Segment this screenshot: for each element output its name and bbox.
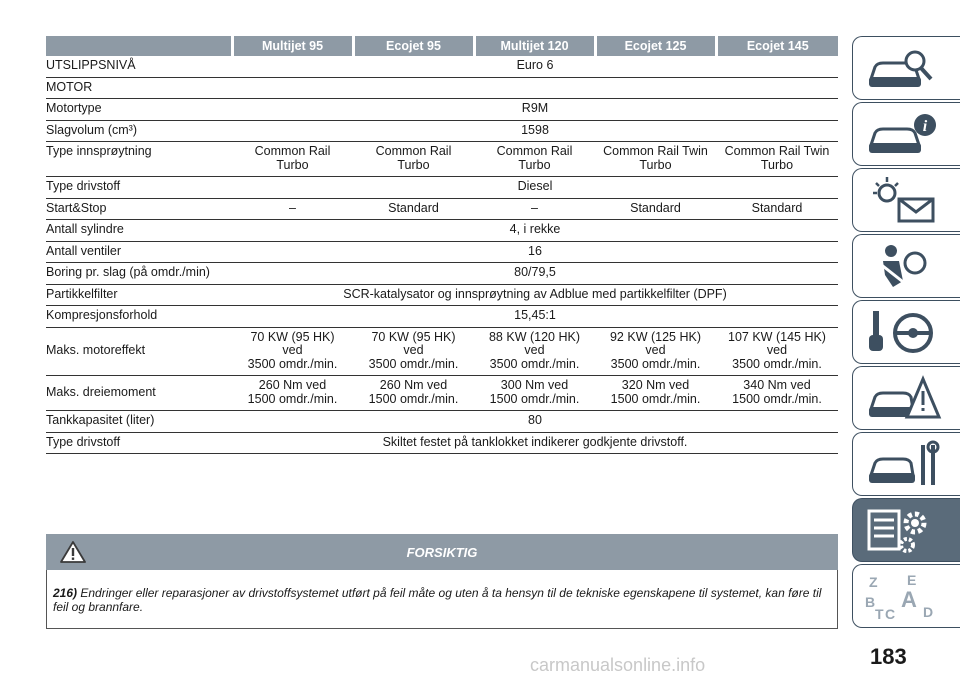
row-label: Maks. dreiemoment xyxy=(46,376,232,411)
table-row xyxy=(46,142,838,177)
row-label: Kompresjonsforhold xyxy=(46,306,232,328)
row-label: Maks. motoreffekt xyxy=(46,327,232,376)
row-label: Tankkapasitet (liter) xyxy=(46,411,232,433)
row-label: Type innsprøytning xyxy=(46,142,232,177)
row-value: 320 Nm ved 1500 omdr./min. xyxy=(595,376,716,411)
tab-lights-messages[interactable] xyxy=(852,168,960,232)
index-letter: T xyxy=(875,606,884,622)
row-value: Skiltet festet på tanklokket indikerer godkjente drivstoff. xyxy=(232,432,838,454)
row-label: Start&Stop xyxy=(46,198,232,220)
header-blank xyxy=(46,36,232,56)
col-header: Multijet 95 xyxy=(232,36,353,56)
car-tools-icon xyxy=(863,439,943,491)
row-label: Partikkelfilter xyxy=(46,284,232,306)
row-value: – xyxy=(232,198,353,220)
table-row xyxy=(46,327,838,376)
row-value: 70 KW (95 HK) ved 3500 omdr./min. xyxy=(232,327,353,376)
row-value: Common Rail Turbo xyxy=(474,142,595,177)
steering-key-icon xyxy=(863,307,943,359)
row-value: Standard xyxy=(353,198,474,220)
warning-header xyxy=(46,534,838,570)
row-value: R9M xyxy=(232,99,838,121)
row-value: 340 Nm ved 1500 omdr./min. xyxy=(716,376,838,411)
car-warning-icon xyxy=(863,373,943,425)
row-value: 1598 xyxy=(232,120,838,142)
row-value: 70 KW (95 HK) ved 3500 omdr./min. xyxy=(353,327,474,376)
table-row xyxy=(46,376,838,411)
row-value: SCR-katalysator og innsprøytning av Adblue med partikkelfilter (DPF) xyxy=(232,284,838,306)
warning-text xyxy=(53,586,829,614)
table-row xyxy=(46,220,838,242)
tab-starting-driving[interactable] xyxy=(852,300,960,364)
row-label: UTSLIPPSNIVÅ xyxy=(46,56,232,77)
header-row xyxy=(46,36,838,56)
specs-gear-icon xyxy=(863,505,943,557)
row-value: Euro 6 xyxy=(232,56,838,77)
index-letters-icon xyxy=(863,571,943,623)
spec-table xyxy=(46,36,838,454)
table-row xyxy=(46,56,838,77)
row-label: MOTOR xyxy=(46,77,232,99)
row-label: Type drivstoff xyxy=(46,432,232,454)
warning-ref: 216) xyxy=(53,586,78,600)
airbag-icon xyxy=(863,241,943,293)
table-row xyxy=(46,306,838,328)
row-value: 4, i rekke xyxy=(232,220,838,242)
table-row xyxy=(46,177,838,199)
col-header: Ecojet 145 xyxy=(716,36,838,56)
row-value: 80 xyxy=(232,411,838,433)
tab-car-search[interactable] xyxy=(852,36,960,100)
tab-safety[interactable] xyxy=(852,234,960,298)
row-value: Standard xyxy=(595,198,716,220)
row-value: Common Rail Turbo xyxy=(232,142,353,177)
tab-emergency[interactable] xyxy=(852,366,960,430)
svg-text:i: i xyxy=(922,118,928,135)
row-label: Type drivstoff xyxy=(46,177,232,199)
warning-box xyxy=(46,570,838,629)
spec-table-container xyxy=(46,36,838,454)
table-row xyxy=(46,99,838,121)
tab-technical-data[interactable] xyxy=(852,498,960,562)
warning-title: FORSIKTIG xyxy=(406,545,478,560)
row-value: 16 xyxy=(232,241,838,263)
row-label: Antall sylindre xyxy=(46,220,232,242)
row-value: – xyxy=(474,198,595,220)
row-value: Standard xyxy=(716,198,838,220)
watermark: carmanualsonline.info xyxy=(530,655,706,675)
row-value: 107 KW (145 HK) ved 3500 omdr./min. xyxy=(716,327,838,376)
row-label: Slagvolum (cm³) xyxy=(46,120,232,142)
index-letter: Z xyxy=(869,574,878,590)
row-value: 92 KW (125 HK) ved 3500 omdr./min. xyxy=(595,327,716,376)
col-header: Ecojet 95 xyxy=(353,36,474,56)
row-value: 260 Nm ved 1500 omdr./min. xyxy=(353,376,474,411)
table-row xyxy=(46,411,838,433)
table-row xyxy=(46,120,838,142)
col-header: Multijet 120 xyxy=(474,36,595,56)
row-label: Antall ventiler xyxy=(46,241,232,263)
warning-body: Endringer eller reparasjoner av drivstoffsystemet utført på feil måte og uten å ta hensyn til de tekniske egenskapene til systemet, kan føre til feil og brannfare. xyxy=(53,586,822,614)
col-header: Ecojet 125 xyxy=(595,36,716,56)
row-label: Motortype xyxy=(46,99,232,121)
row-value: 260 Nm ved 1500 omdr./min. xyxy=(232,376,353,411)
table-row xyxy=(46,263,838,285)
index-letter: B xyxy=(865,594,876,610)
row-value xyxy=(232,77,838,99)
table-row xyxy=(46,241,838,263)
tab-index[interactable] xyxy=(852,564,960,628)
row-value: Diesel xyxy=(232,177,838,199)
car-search-icon xyxy=(863,43,943,95)
row-value: Common Rail Twin Turbo xyxy=(595,142,716,177)
table-row xyxy=(46,284,838,306)
car-info-icon xyxy=(863,109,943,161)
table-row xyxy=(46,432,838,454)
row-value: 15,45:1 xyxy=(232,306,838,328)
row-value: 300 Nm ved 1500 omdr./min. xyxy=(474,376,595,411)
row-value: 88 KW (120 HK) ved 3500 omdr./min. xyxy=(474,327,595,376)
row-value: 80/79,5 xyxy=(232,263,838,285)
light-message-icon xyxy=(863,175,943,227)
row-label: Boring pr. slag (på omdr./min) xyxy=(46,263,232,285)
table-row xyxy=(46,77,838,99)
row-value: Common Rail Turbo xyxy=(353,142,474,177)
row-value: Common Rail Twin Turbo xyxy=(716,142,838,177)
index-letter: A xyxy=(901,587,917,612)
page-number: 183 xyxy=(870,644,907,669)
tab-car-info[interactable] xyxy=(852,102,960,166)
index-letter: C xyxy=(885,606,896,622)
index-letter: D xyxy=(923,604,934,620)
table-row xyxy=(46,198,838,220)
tab-maintenance[interactable] xyxy=(852,432,960,496)
index-letter: E xyxy=(907,572,917,588)
